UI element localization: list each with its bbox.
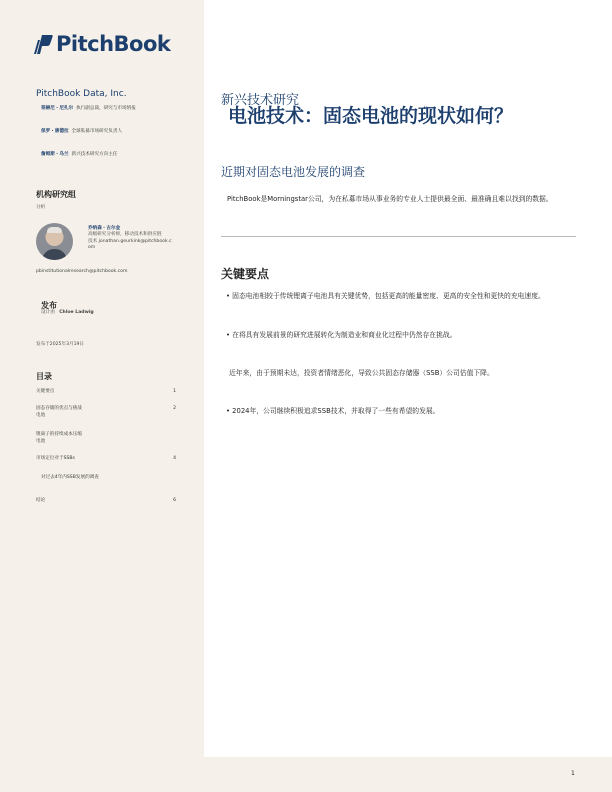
toc-item-page: 6	[173, 498, 176, 503]
designer-name: Chloe Ladwig	[59, 310, 94, 315]
toc-item-label: 固态存储的优点与挑战	[36, 406, 82, 411]
author-role: 执行副总裁，研究与市场情报	[76, 106, 136, 111]
author-role: 全球私募市场研究负责人	[71, 129, 123, 134]
toc-item-page: 2	[173, 406, 176, 411]
pitchbook-mark-icon	[33, 33, 53, 55]
institutional-heading: 机构研究组	[36, 190, 76, 199]
analyst-desc-line1: 高级研究分析师，移动技术和供应链	[88, 232, 162, 238]
logo-text: PitchBook	[56, 32, 171, 56]
toc-item[interactable]	[36, 498, 176, 505]
author-3	[41, 152, 166, 158]
toc-item[interactable]	[36, 456, 176, 463]
toc-item-label: 关键要点	[36, 389, 55, 394]
toc-item-label: 锂离子的持续成本压缩	[36, 432, 82, 437]
toc-item-label: 市场定位对于SSBs	[36, 456, 75, 461]
footer-band	[0, 757, 612, 792]
takeaway-item: • 在将具有发展前景的研究进展转化为制造业和商业化过程中仍然存在挑战。	[226, 331, 457, 339]
page-number: 1	[571, 770, 575, 777]
toc-item[interactable]	[36, 406, 176, 420]
author-name: 哥赫尼・尼扎尔	[41, 106, 74, 111]
takeaway-item: 近年来，由于预期未达，投资者情绪恶化，导致公共固态存储器（SSB）公司估值下降。	[229, 369, 494, 377]
designer-line	[41, 310, 94, 316]
takeaway-item: • 2024年，公司继续积极追求SSB技术，并取得了一些有希望的发展。	[226, 407, 440, 415]
toc-item-label-line2: 电池	[36, 412, 46, 418]
toc-heading: 目录	[36, 372, 52, 381]
company-name: PitchBook Data, Inc.	[36, 89, 127, 99]
page-title: 电池技术：固态电池的现状如何？	[228, 105, 514, 127]
author-2	[41, 129, 166, 135]
toc-item[interactable]	[41, 475, 176, 482]
designer-label: 设计由	[41, 310, 55, 315]
toc-item-label: 对过去4年内SSB发展的调查	[41, 475, 99, 480]
author-name: 保罗・康德拉	[41, 129, 69, 134]
author-role: 新兴技术研究方向主任	[71, 152, 118, 157]
toc-item-label: 结论	[36, 498, 46, 503]
sidebar-panel	[0, 0, 204, 757]
publishing-heading: 发布	[41, 301, 57, 310]
analyst-desc-line2[interactable]: 技术 jonathan.geurkink@pitchbook.c	[88, 238, 172, 244]
toc-item[interactable]	[36, 389, 176, 396]
avatar	[36, 223, 73, 260]
analyst-info	[88, 226, 188, 252]
institutional-email[interactable]: pbinstitutionalresearch@pitchbook.com	[36, 269, 128, 274]
intro-paragraph: PitchBook是Morningstar公司，为在私募市场从事业务的专业人士提供最全面、最准确且难以找到的数据。	[227, 195, 553, 203]
institutional-sub: 分析	[36, 205, 46, 210]
page-subtitle: 近期对固态电池发展的调查	[221, 165, 366, 179]
analyst-desc-line3: om	[88, 245, 96, 251]
key-takeaways-heading: 关键要点	[221, 267, 270, 281]
takeaway-item: • 固态电池相较于传统锂离子电池具有关键优势，包括更高的能量密度、更高的安全性和更快的充电速度。	[226, 292, 545, 300]
report-kicker: 新兴技术研究	[221, 93, 300, 108]
toc-item-label-line2: 电池	[36, 438, 46, 444]
author-1	[41, 106, 166, 112]
analyst-name: 乔纳森・古尔金	[88, 226, 121, 231]
pitchbook-logo	[33, 32, 170, 56]
section-divider	[221, 236, 576, 237]
publish-date: 发布于2025年3月19日	[36, 342, 85, 347]
toc-item-page: 4	[173, 456, 176, 461]
author-name: 詹姆斯・乌兰	[41, 152, 69, 157]
toc-item[interactable]	[36, 432, 176, 446]
toc-item-page: 1	[173, 389, 176, 394]
